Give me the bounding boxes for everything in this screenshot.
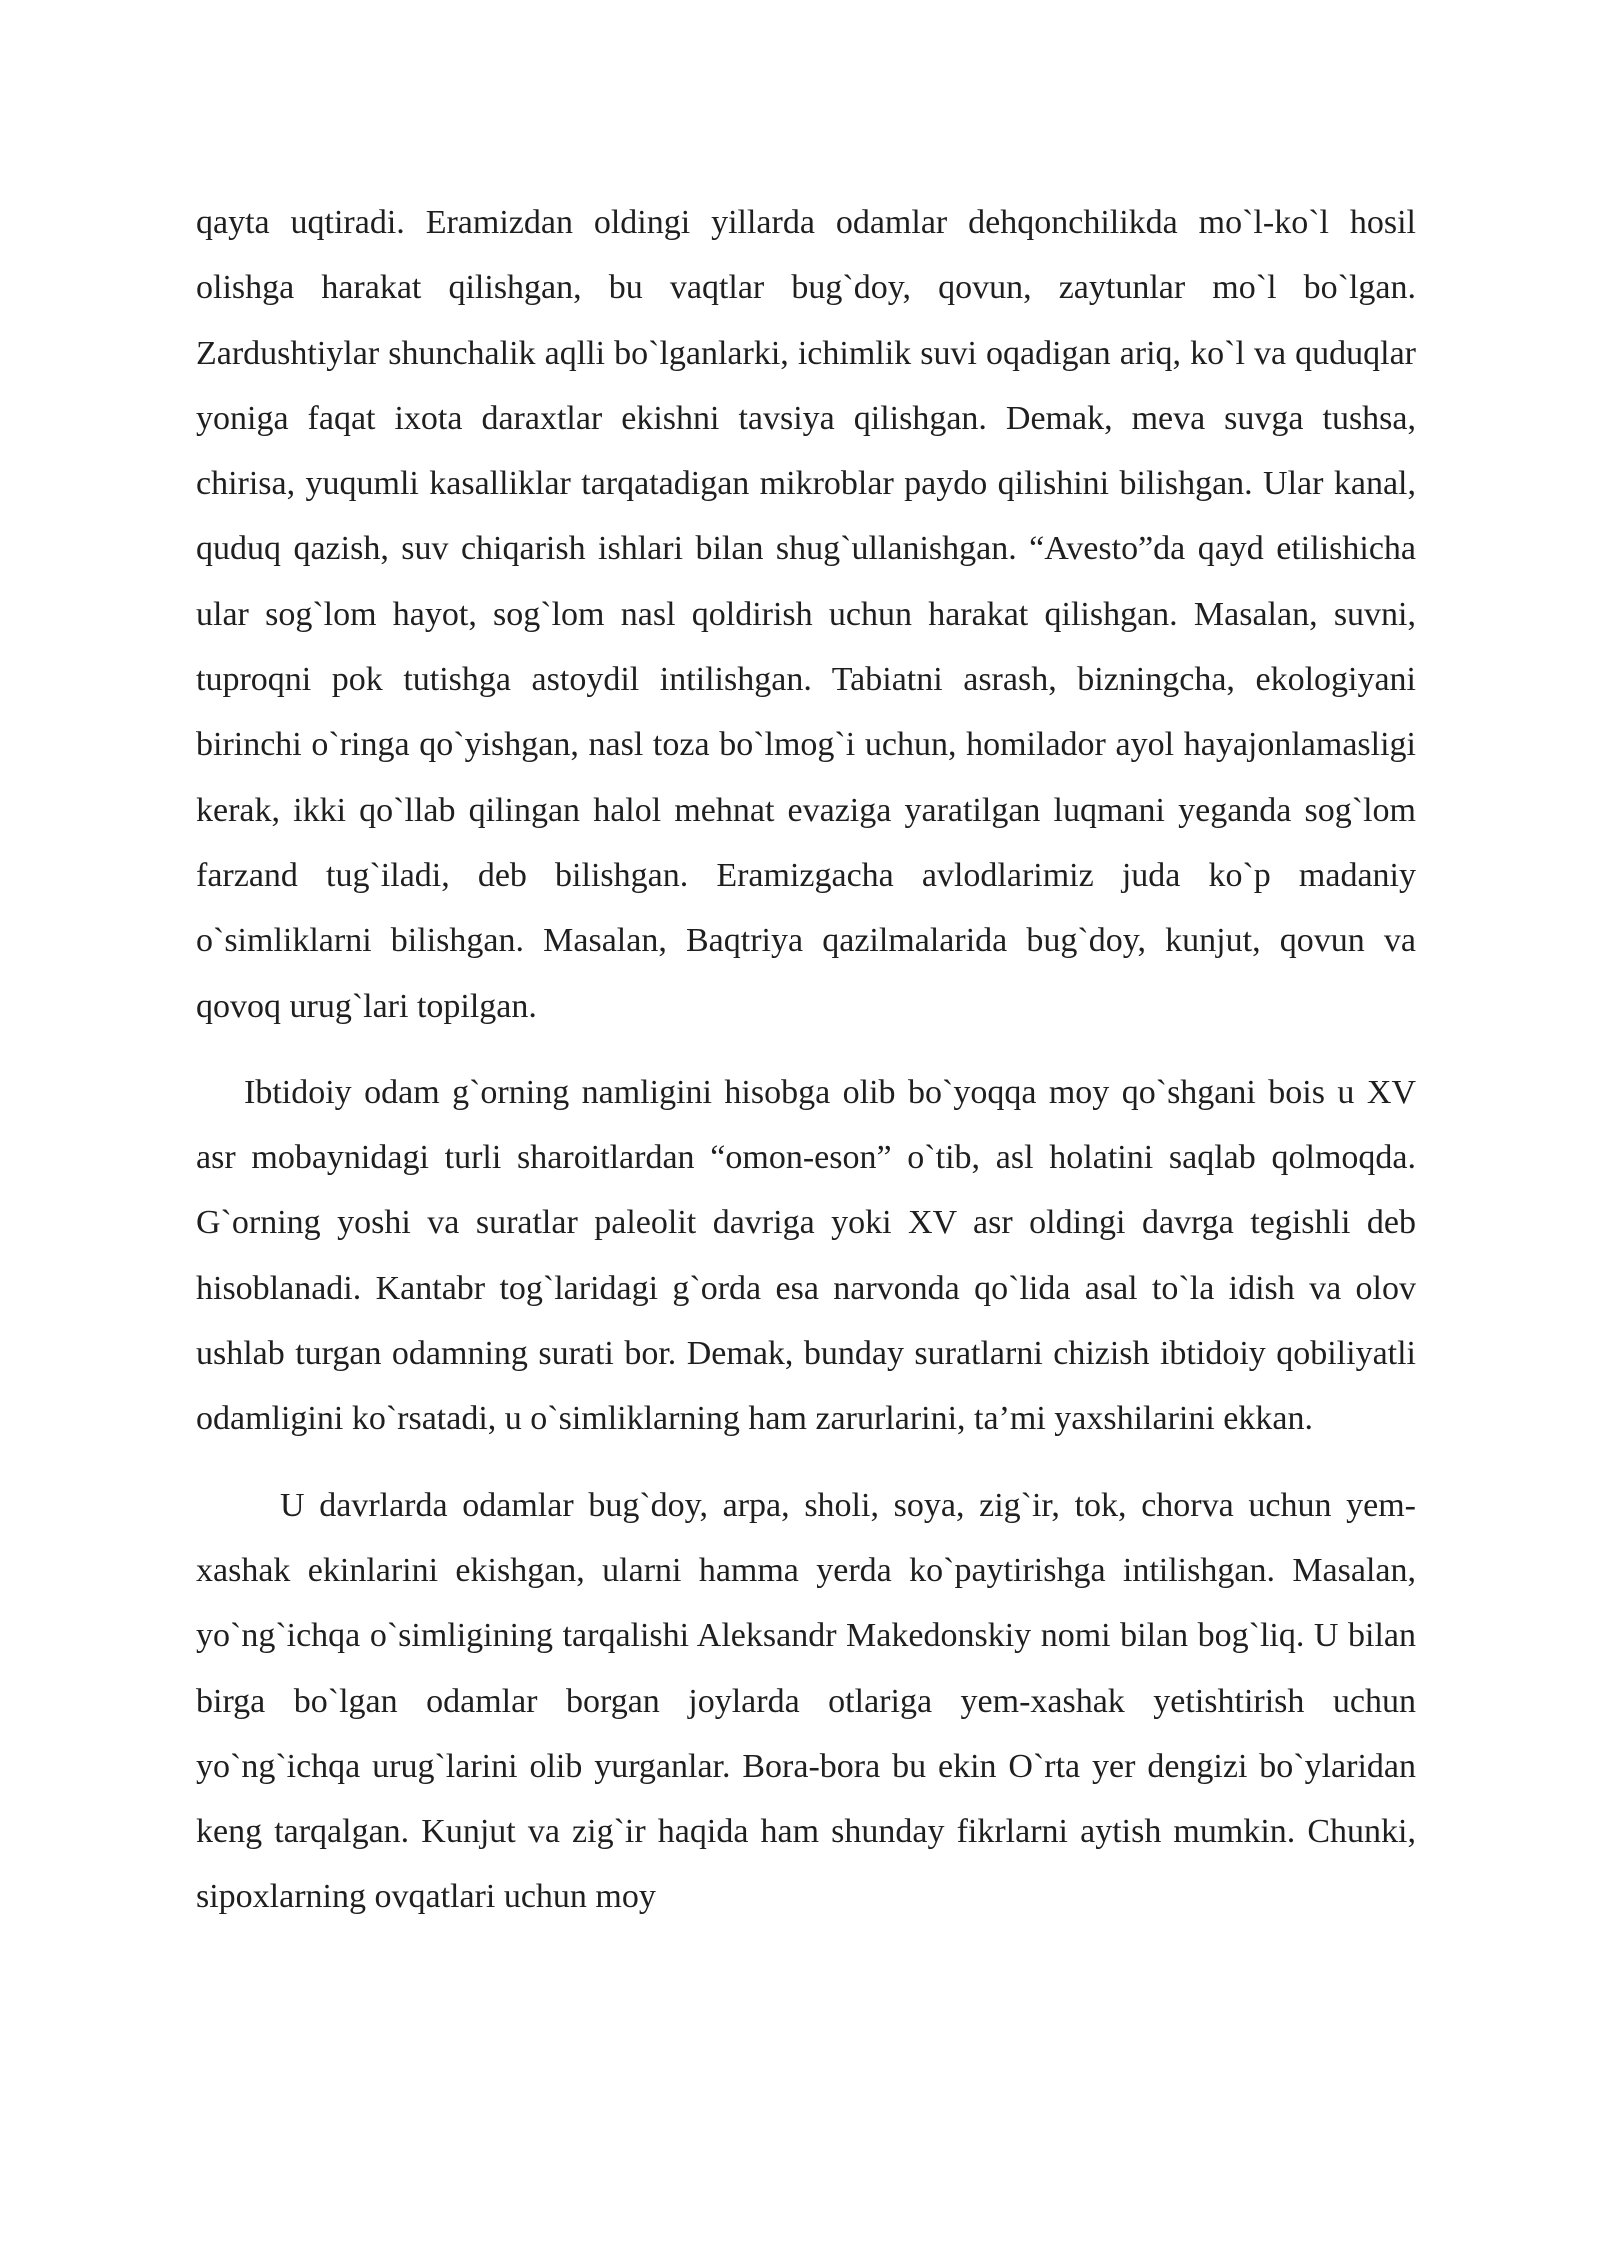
paragraph-3: U davrlarda odamlar bug`doy, arpa, sholi, soya, zig`ir, tok, chorva uchun yem-xashak ekinlarini ekishgan, ularni hamma yerda ko`paytirishga intilishgan. Masalan, yo`ng`ichqa o`simligining tarqalishi Aleksandr Makedonskiy nomi bilan bog`liq. U bilan birga bo`lgan odamlar borgan joylarda otlariga yem-xashak yetishtirish uchun yo`ng`ichqa urug`larini olib yurganlar. Bora-bora bu ekin O`rta yer dengizi bo`ylaridan keng tarqalgan. Kunjut va zig`ir haqida ham shunday fikrlarni aytish mumkin. Chunki, sipoxlarning ovqatlari uchun moy — [196, 1486, 1416, 1916]
document-body — [196, 190, 1416, 1930]
paragraph-1: qayta uqtiradi. Eramizdan oldingi yillarda odamlar dehqonchilikda mo`l-ko`l hosil olishga harakat qilishgan, bu vaqtlar bug`doy, qovun, zaytunlar mo`l bo`lgan. Zardushtiylar shunchalik aqlli bo`lganlarki, ichimlik suvi oqadigan ariq, ko`l va quduqlar yoniga faqat ixota daraxtlar ekishni tavsiya qilishgan. Demak, meva suvga tushsa, chirisa, yuqumli kasalliklar tarqatadigan mikroblar paydo qilishini bilishgan. Ular kanal, quduq qazish, suv chiqarish ishlari bilan shug`ullanishgan. “Avesto”da qayd etilishicha ular sog`lom hayot, sog`lom nasl qoldirish uchun harakat qilishgan. Masalan, suvni, tuproqni pok tutishga astoydil intilishgan. Tabiatni asrash, bizningcha, ekologiyani birinchi o`ringa qo`yishgan, nasl toza bo`lmog`i uchun, homilador ayol hayajonlamasligi kerak, ikki qo`llab qilingan halol mehnat evaziga yaratilgan luqmani yeganda sog`lom farzand tug`iladi, deb bilishgan. Eramizgacha avlodlarimiz juda ko`p madaniy o`simliklarni bilishgan. Masalan, Baqtriya qazilmalarida bug`doy, kunjut, qovun va qovoq urug`lari topilgan. — [196, 204, 1416, 1025]
paragraph-2: Ibtidoiy odam g`orning namligini hisobga olib bo`yoqqa moy qo`shgani bois u XV asr mobaynidagi turli sharoitlardan “omon-eson” o`tib, asl holatini saqlab qolmoqda. G`orning yoshi va suratlar paleolit davriga yoki XV asr oldingi davrga tegishli deb hisoblanadi. Kantabr tog`laridagi g`orda esa narvonda qo`lida asal to`la idish va olov ushlab turgan odamning surati bor. Demak, bunday suratlarni chizish ibtidoiy qobiliyatli odamligini ko`rsatadi, u o`simliklarning ham zarurlarini, ta’mi yaxshilarini ekkan. — [196, 1073, 1416, 1438]
